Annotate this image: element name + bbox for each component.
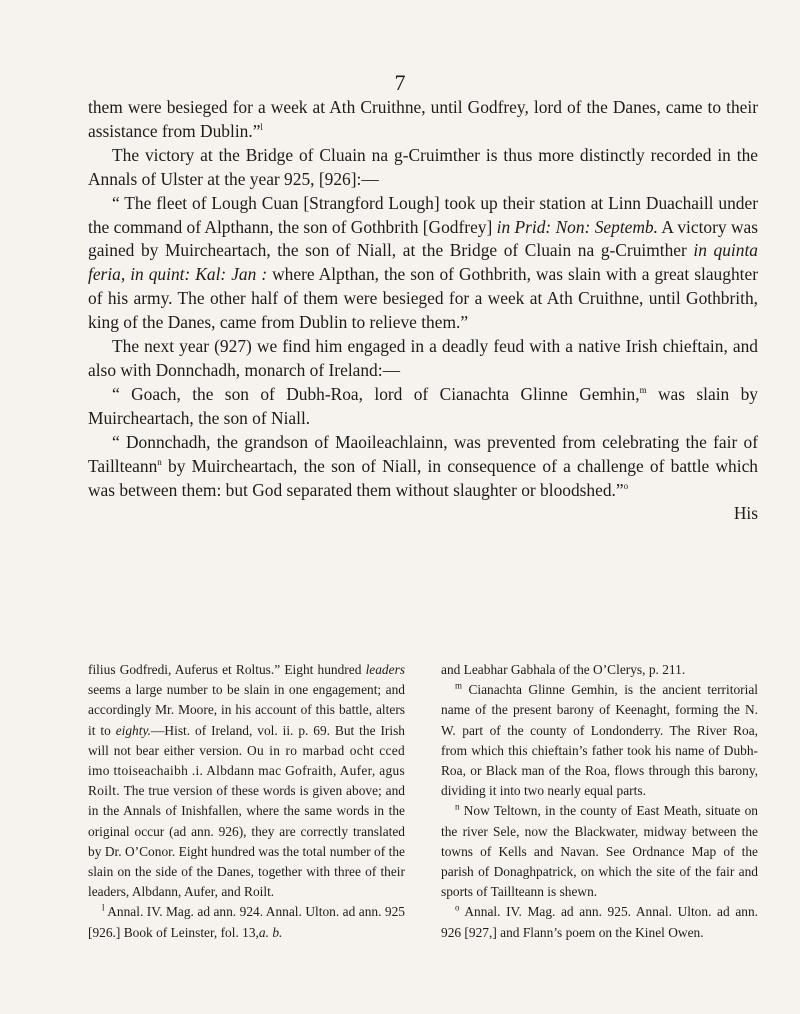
footnote-ref-n: n [157, 456, 162, 467]
catchword: His [733, 503, 758, 524]
footnote-l: $^l$ Annal. IV. Mag. ad ann. 924. Annal. Ulton. ad ann. 925 [926.] Book of Leinster, fol. 13,a. b. [88, 902, 405, 940]
footnote-continuation-right: and Leabhar Gabhala of the O’Clerys, p. 211. [441, 662, 686, 677]
paragraph-1: them were besieged for a week at Ath Cruithne, until Godfrey, lord of the Danes, came to their assistance from Dublin.”$^l$ [88, 97, 758, 141]
paragraph-3: “ The fleet of Lough Cuan [Strangford Lough] took up their station at Linn Duachaill under the command of Alpthann, the son of Gothbrith [Godfrey] in Prid: Non: Septemb. A victory was gained by Muircheartach, the son of Niall, at the Bridge of Cluain na g-Cruimther in quinta feria, in quint: Kal: Jan : where Alpthan, the son of Gothbrith, was slain with a great slaughter of his army. The other half of them were besieged for a week at Ath Cruithne, until Gothbrith, king of the Danes, came from Dublin to relieve them.” [88, 192, 758, 333]
paragraph-2: The victory at the Bridge of Cluain na g-Cruimther is thus more distinctly recorded in the Annals of Ulster at the year 925, [926]:— [88, 144, 758, 189]
paragraph-4: The next year (927) we find him engaged in a deadly feud with a native Irish chieftain, and also with Donnchadh, monarch of Ireland:— [88, 336, 758, 380]
irish-text: Ou in ro marbad ocht cced imo ttoiseachaibh .i. Albdann mac Gofraith, Aufer, agus Roilt. [88, 742, 406, 799]
footnote-ref-m: m [639, 385, 647, 396]
footnote-m: $^m$ Cianachta Glinne Gemhin, is the ancient territorial name of the present barony of Keenaght, forming the N. W. part of the county of Londonderry. The River Roa, from which this chieftain’s father took his name of Dubh-Roa, or Black man of the Roa, flows through this barony, dividing it into two nearly equal parts. [441, 680, 758, 799]
paragraph-6: “ Donnchadh, the grandson of Maoileachlainn, was prevented from celebrating the fair of Taillteann$^n$ by Muircheartach, the son of Niall, in consequence of a challenge of battle which was between them: but God separated them without slaughter or bloodshed.”$^o$ [88, 431, 758, 500]
paragraph-5: “ Goach, the son of Dubh-Roa, lord of Cianachta Glinne Gemhin,$^m$ was slain by Muircheartach, the son of Niall. [88, 383, 758, 428]
footnote-ref-l: l [260, 122, 263, 133]
footnote-continuation: filius Godfredi, Auferus et Roltus.” Eight hundred leaders seems a large number to be slain in one engagement; and accordingly Mr. Moore, in his account of this battle, alters it to eighty.—Hist. of Ireland, vol. ii. p. 69. But the Irish will not bear either version. Ou in ro marbad ocht cced imo ttoiseachaibh .i. Albdann mac Gofraith, Aufer, agus Roilt. The true version of these words is given above; and in the Annals of Inishfallen, where the same words in the original occur (ad ann. 926), they are correctly translated by Dr. O’Conor. Eight hundred was the total number of the slain on the side of the Danes, together with three of their leaders, Albdann, Aufer, and Roilt. [88, 662, 406, 900]
page-number: 7 [394, 70, 406, 95]
footnote-n: $^n$ Now Teltown, in the county of East Meath, situate on the river Sele, now the Blackwater, midway between the towns of Kells and Navan. See Ordnance Map of the parish of Donaghpatrick, on which the site of the fair and sports of Taillteann is shewn. [441, 801, 758, 900]
footnote-ref-o: o [623, 480, 629, 491]
footnotes-right-column [441, 660, 758, 943]
main-text [88, 96, 758, 526]
footnote-o: $^o$ Annal. IV. Mag. ad ann. 925. Annal. Ulton. ad ann. 926 [927,] and Flann’s poem on the Kinel Owen. [441, 902, 758, 940]
footnotes [88, 660, 758, 943]
footnotes-left-column [88, 660, 405, 943]
